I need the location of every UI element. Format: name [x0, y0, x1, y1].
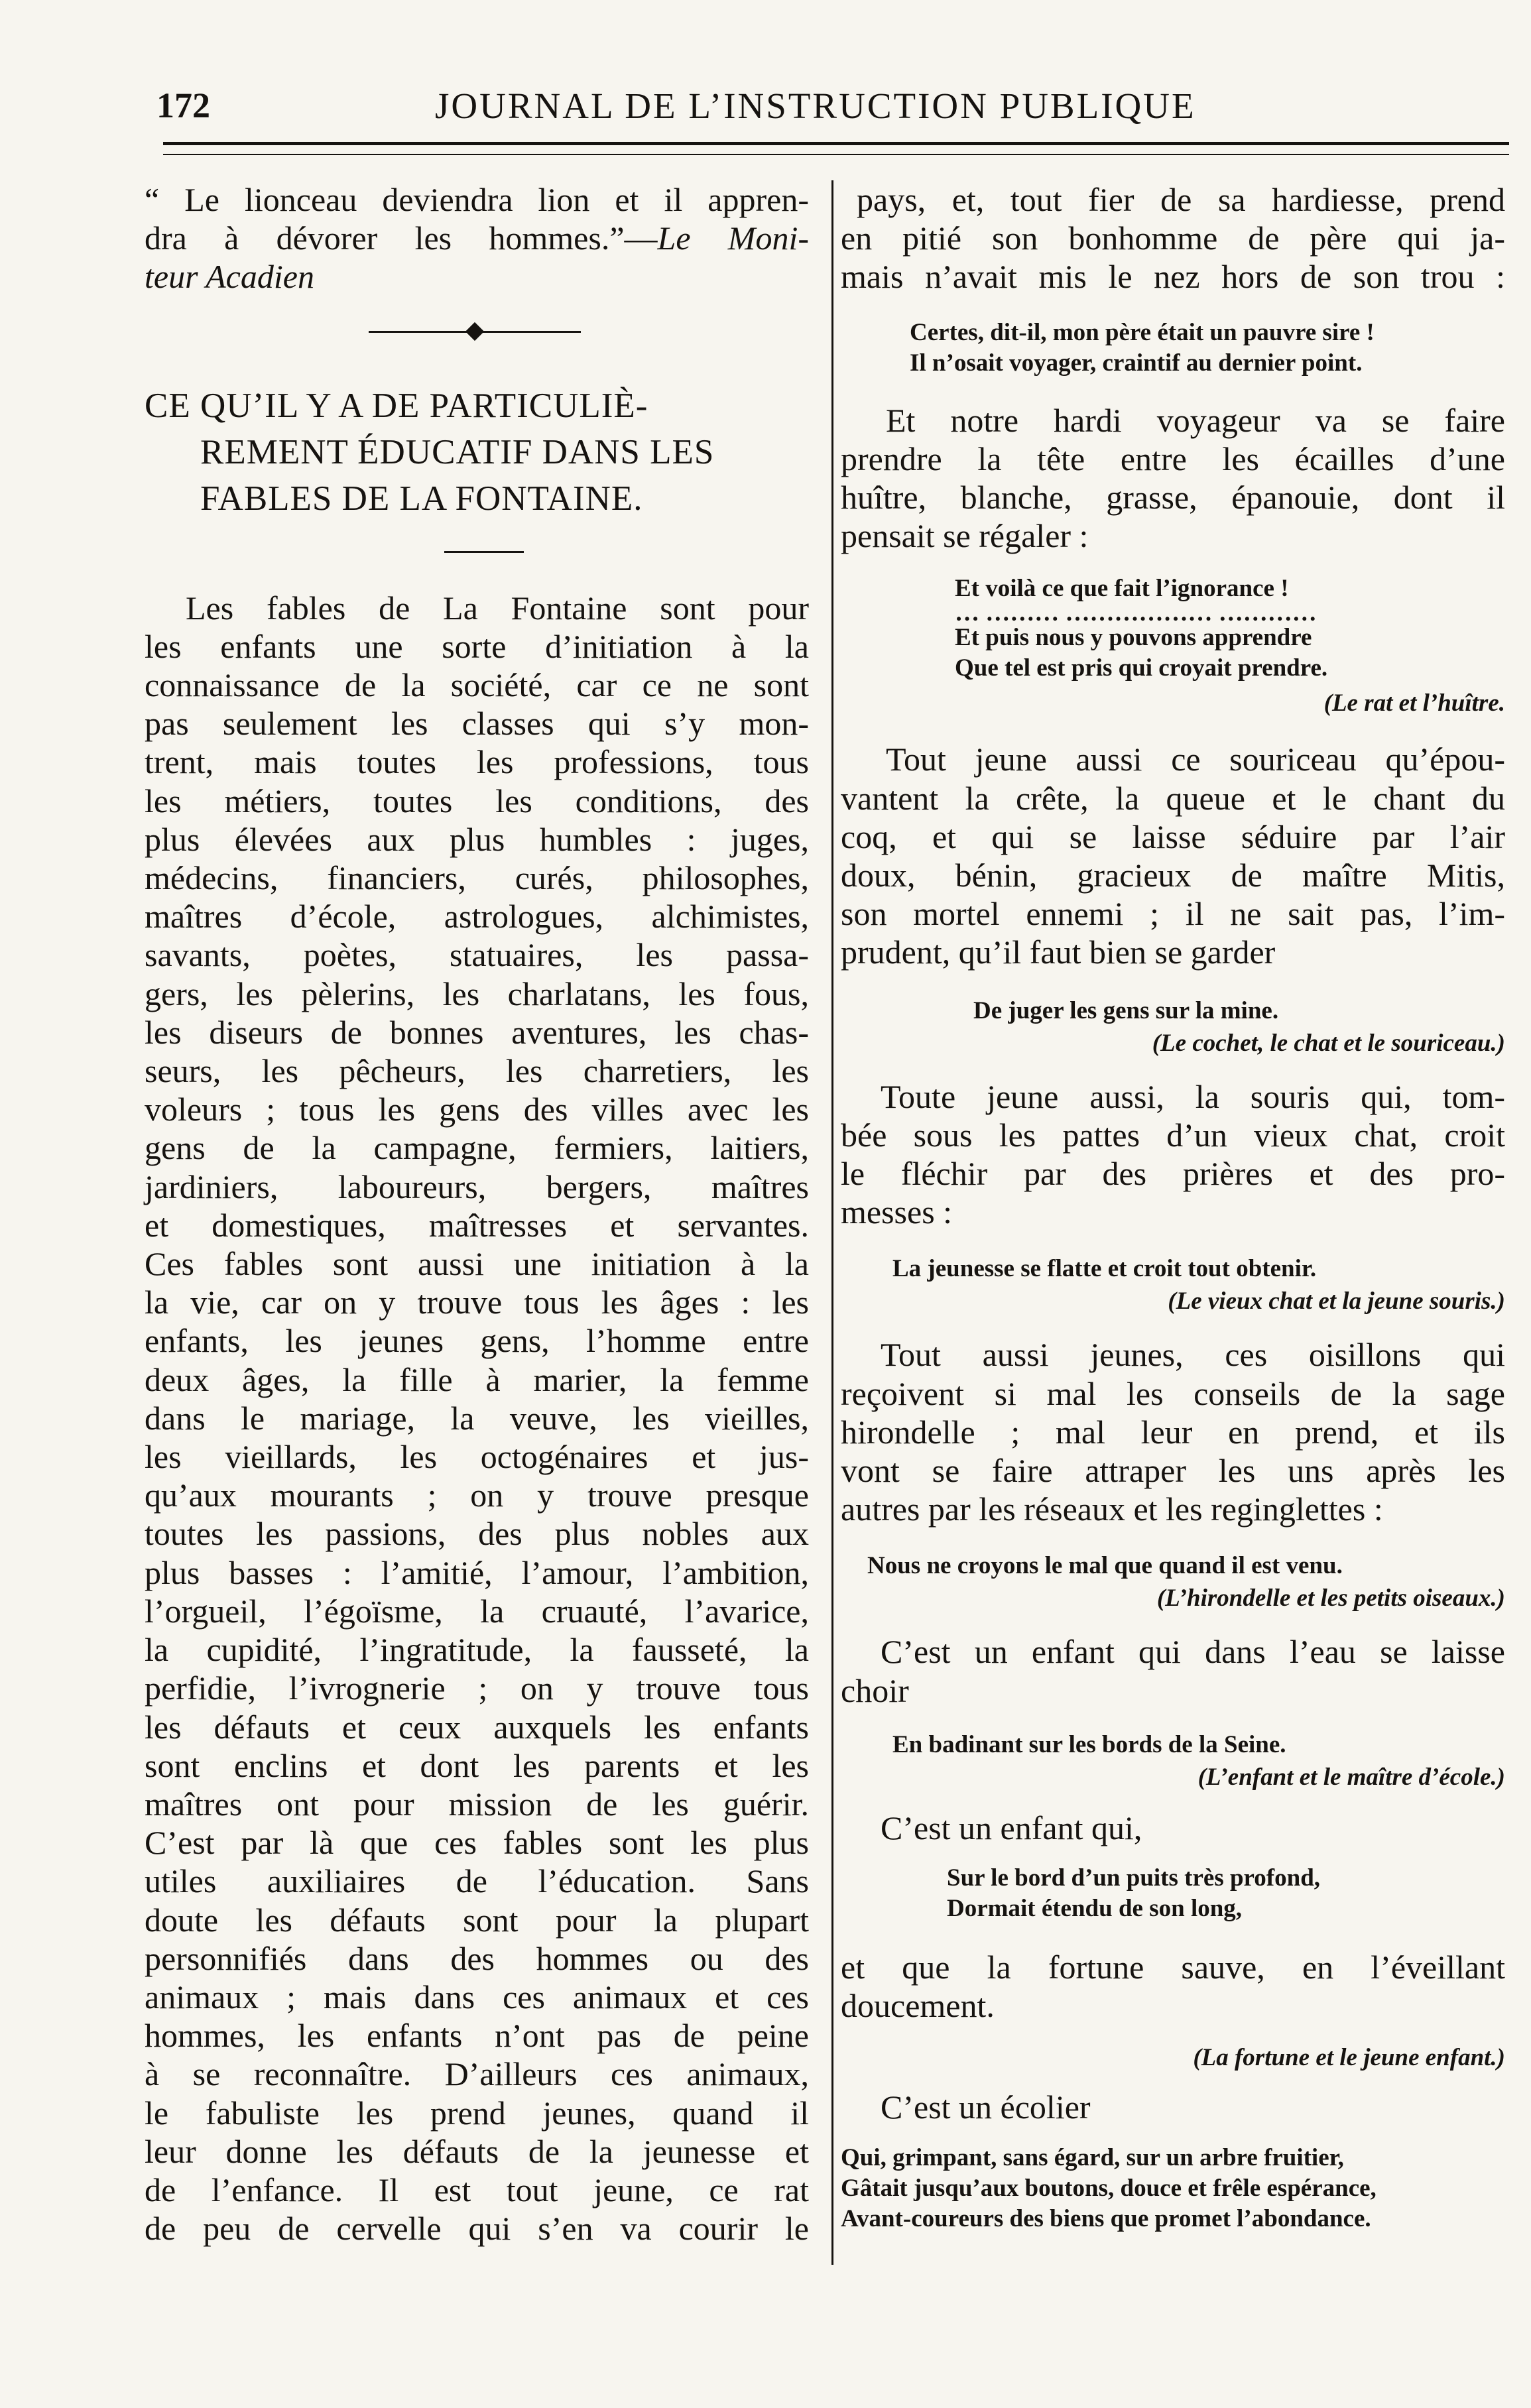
- text-line: la cupidité, l’ingratitude, la fausseté, la: [145, 1631, 809, 1669]
- text-line: gens de la campagne, fermiers, laitiers,: [145, 1129, 809, 1167]
- text-line: pensait se régaler :: [841, 517, 1089, 555]
- text-line: vantent la crête, la queue et le chant du: [841, 779, 1505, 817]
- text-line: en pitié son bonhomme de père qui ja-: [841, 219, 1505, 257]
- text-line: prendre la tête entre les écailles d’une: [841, 440, 1505, 477]
- text-line: C’est un écolier: [881, 2088, 1091, 2126]
- text-line: prudent, qu’il faut bien se garder: [841, 933, 1276, 971]
- verse-line: Certes, dit-il, mon père était un pauvre sire !: [910, 318, 1375, 346]
- text-line: jardiniers, laboureurs, bergers, maîtres: [145, 1168, 809, 1205]
- text-line: et domestiques, maîtresses et servantes.: [145, 1206, 809, 1244]
- text-line: de l’enfance. Il est tout jeune, ce rat: [145, 2171, 809, 2208]
- verse-line: Que tel est pris qui croyait prendre.: [955, 654, 1328, 682]
- text-line: Les fables de La Fontaine sont pour: [186, 589, 809, 627]
- text-line: autres par les réseaux et les reginglettes :: [841, 1490, 1383, 1528]
- header-rule-thin: [163, 154, 1509, 155]
- text-line: à se reconnaître. D’ailleurs ces animaux,: [145, 2055, 809, 2093]
- page-header: [156, 80, 1509, 133]
- text-line: bée sous les pattes d’un vieux chat, croit: [841, 1116, 1505, 1154]
- text-line: médecins, financiers, curés, philosophes,: [145, 859, 809, 897]
- verse-line: Qui, grimpant, sans égard, sur un arbre fruitier,: [841, 2143, 1344, 2171]
- text-line: trent, mais toutes les professions, tous: [145, 743, 809, 781]
- text-line: vont se faire attraper les uns après les: [841, 1452, 1505, 1490]
- text-line: son mortel ennemi ; il ne sait pas, l’im-: [841, 895, 1505, 933]
- text-line: perfidie, l’ivrognerie ; on y trouve tous: [145, 1669, 809, 1707]
- verse-quote: [867, 1551, 1505, 1581]
- heading-rule: [444, 551, 524, 553]
- text-line: et que la fortune sauve, en l’éveillant: [841, 1949, 1505, 1986]
- verse-line: La jeunesse se flatte et croit tout obtenir.: [892, 1255, 1317, 1283]
- text-fragment: dra à dévorer les hommes.”—: [145, 219, 658, 257]
- text-line: seurs, les pêcheurs, les charretiers, les: [145, 1052, 809, 1090]
- section-heading: [145, 383, 809, 522]
- verse-line: De juger les gens sur la mine.: [973, 996, 1279, 1024]
- verse-line: Et voilà ce que fait l’ignorance !: [955, 575, 1289, 603]
- verse-line: Nous ne croyons le mal que quand il est venu.: [867, 1552, 1343, 1580]
- right-column: [841, 180, 1505, 2234]
- ellipsis-line: … ……… ……………… …………: [955, 599, 1317, 627]
- text-line: reçoivent si mal les conseils de la sage: [841, 1374, 1505, 1412]
- text-line: plus élevées aux plus humbles : juges,: [145, 820, 809, 858]
- text-line: animaux ; mais dans ces animaux et ces: [145, 1978, 809, 2016]
- text-line: utiles auxiliaires de l’éducation. Sans: [145, 1862, 809, 1900]
- text-line: Toute jeune aussi, la souris qui, tom-: [881, 1077, 1505, 1115]
- heading-line: CE QU’IL Y A DE PARTICULIÈ-: [145, 386, 648, 425]
- text-line: le fabuliste les prend jeunes, quand il: [145, 2094, 809, 2132]
- fable-source: (L’enfant et le maître d’école.): [1197, 1763, 1505, 1791]
- page-number: 172: [156, 86, 210, 125]
- verse-line: Et puis nous y pouvons apprendre: [955, 624, 1312, 652]
- verse-line: Gâtait jusqu’aux boutons, douce et frêle espérance,: [841, 2174, 1377, 2202]
- text-line: dans le mariage, la veuve, les vieilles,: [145, 1399, 809, 1437]
- verse-line: Dormait étendu de son long,: [947, 1895, 1243, 1923]
- text-line: personnifiés dans des hommes ou des: [145, 1939, 809, 1977]
- text-line: les défauts et ceux auxquels les enfants: [145, 1708, 809, 1746]
- text-line: mais n’avait mis le nez hors de son trou :: [841, 258, 1505, 296]
- verse-quote: [892, 1254, 1505, 1284]
- ornament-diamond: [465, 322, 484, 340]
- verse-line: Sur le bord d’un puits très profond,: [947, 1864, 1321, 1892]
- section-ornament: [145, 319, 809, 345]
- text-line: Ces fables sont aussi une initiation à la: [145, 1245, 809, 1283]
- verse-quote: [973, 996, 1505, 1026]
- heading-line: REMENT ÉDUCATIF DANS LES: [200, 432, 715, 471]
- body-paragraph: [841, 2088, 1505, 2126]
- text-line: toutes les passions, des plus nobles aux: [145, 1515, 809, 1553]
- verse-line: Il n’osait voyager, craintif au dernier point.: [910, 349, 1363, 377]
- text-line: hirondelle ; mal leur en prend, et ils: [841, 1413, 1505, 1451]
- text-line: choir: [841, 1671, 909, 1709]
- text-line: huître, blanche, grasse, épanouie, dont il: [841, 479, 1505, 516]
- text-line: plus basses : l’amitié, l’amour, l’ambition,: [145, 1553, 809, 1591]
- fable-source: (Le vieux chat et la jeune souris.): [1168, 1288, 1505, 1315]
- heading-line: FABLES DE LA FONTAINE.: [200, 479, 643, 518]
- text-line: maîtres d’école, astrologues, alchimistes,: [145, 898, 809, 935]
- text-line: coq, et qui se laisse séduire par l’air: [841, 817, 1505, 855]
- left-column: [145, 180, 809, 2248]
- body-paragraph: [841, 1335, 1505, 1528]
- text-line: deux âges, la fille à marier, la femme: [145, 1360, 809, 1398]
- text-line: doucement.: [841, 1987, 995, 2025]
- text-line: “ Le lionceau deviendra lion et il appren-: [145, 181, 809, 218]
- text-line: doute les défauts sont pour la plupart: [145, 1901, 809, 1939]
- verse-quote: [892, 1730, 1505, 1760]
- text-line: Tout aussi jeunes, ces oisillons qui: [881, 1336, 1505, 1374]
- text-line: la vie, car on y trouve tous les âges : les: [145, 1284, 809, 1321]
- text-line: connaissance de la société, car ce ne sont: [145, 666, 809, 704]
- text-line: C’est un enfant qui,: [881, 1809, 1142, 1846]
- text-line: qu’aux mourants ; on y trouve presque: [145, 1476, 809, 1514]
- text-line: Et notre hardi voyageur va se faire: [886, 401, 1505, 439]
- column-divider: [831, 180, 833, 2265]
- text-line: les diseurs de bonnes aventures, les chas-: [145, 1013, 809, 1051]
- body-paragraph: [841, 1948, 1505, 2025]
- body-paragraph: [841, 180, 1505, 296]
- text-line: les enfants une sorte d’initiation à la: [145, 627, 809, 665]
- header-rule-thick: [163, 142, 1509, 145]
- text-line: maîtres ont pour mission de les guérir.: [145, 1785, 809, 1823]
- text-line: les vieillards, les octogénaires et jus-: [145, 1438, 809, 1476]
- body-paragraph: [841, 1077, 1505, 1232]
- verse-quote: [955, 573, 1505, 684]
- text-line: gers, les pèlerins, les charlatans, les fous,: [145, 975, 809, 1012]
- text-line: Tout jeune aussi ce souriceau qu’épou-: [886, 741, 1505, 778]
- text-line: enfants, les jeunes gens, l’homme entre: [145, 1322, 809, 1360]
- text-line: hommes, les enfants n’ont pas de peine: [145, 2017, 809, 2055]
- body-paragraph: [841, 1632, 1505, 1709]
- text-line: leur donne les défauts de la jeunesse et: [145, 2132, 809, 2170]
- text-line: C’est par là que ces fables sont les plus: [145, 1824, 809, 1862]
- text-line: C’est un enfant qui dans l’eau se laisse: [881, 1633, 1505, 1671]
- body-paragraph: [145, 589, 809, 2248]
- verse-quote: [947, 1863, 1505, 1924]
- text-line: pas seulement les classes qui s’y mon-: [145, 705, 809, 743]
- text-line: messes :: [841, 1193, 953, 1231]
- text-line: de peu de cervelle qui s’en va courir le: [145, 2210, 809, 2248]
- text-line: sont enclins et dont les parents et les: [145, 1746, 809, 1784]
- body-paragraph: [841, 740, 1505, 971]
- intro-quote: [145, 180, 809, 296]
- text-line: savants, poètes, statuaires, les passa-: [145, 936, 809, 974]
- text-line: doux, bénin, gracieux de maître Mitis,: [841, 857, 1505, 894]
- verse-quote: [841, 2143, 1505, 2234]
- verse-quote: [910, 318, 1505, 379]
- fable-source: (Le cochet, le chat et le souriceau.): [1152, 1029, 1505, 1057]
- text-line: voleurs ; tous les gens des villes avec les: [145, 1091, 809, 1128]
- text-line: pays, et, tout fier de sa hardiesse, prend: [857, 181, 1505, 218]
- text-line: l’orgueil, l’égoïsme, la cruauté, l’avarice,: [145, 1592, 809, 1630]
- fable-source: (L’hirondelle et les petits oiseaux.): [1156, 1585, 1505, 1612]
- verse-line: Avant-coureurs des biens que promet l’abondance.: [841, 2204, 1371, 2232]
- running-title: JOURNAL DE L’INSTRUCTION PUBLIQUE: [435, 86, 1196, 126]
- text-line: les métiers, toutes les conditions, des: [145, 782, 809, 819]
- body-paragraph: [841, 1809, 1505, 1847]
- fable-source: (La fortune et le jeune enfant.): [1193, 2044, 1505, 2072]
- verse-line: En badinant sur les bords de la Seine.: [892, 1730, 1286, 1758]
- body-paragraph: [841, 401, 1505, 556]
- text-line: [145, 219, 809, 257]
- text-line: le fléchir par des prières et des pro-: [841, 1155, 1505, 1193]
- fable-source: (Le rat et l’huître.: [1323, 690, 1505, 717]
- text-line: teur Acadien: [145, 258, 314, 296]
- source-fragment: Le Moni-: [657, 219, 809, 257]
